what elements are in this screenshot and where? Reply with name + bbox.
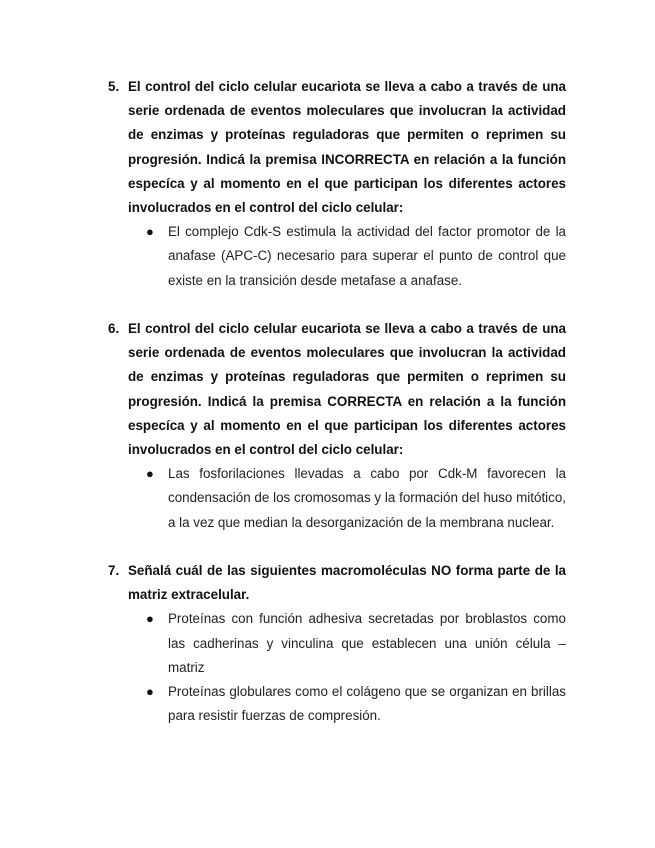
option-text: Las fosforilaciones llevadas a cabo por Cdk-M favorecen la condensación de los cromosomas y la formación del huso mitótico, a la vez que median la desorganización de la membrana nuclear. <box>168 466 566 530</box>
question-5-stem <box>108 75 566 220</box>
option-list <box>146 220 566 293</box>
bullet-icon: ● <box>146 224 154 240</box>
question-5 <box>108 75 566 293</box>
question-number: 5. <box>108 79 120 94</box>
question-6 <box>108 317 566 535</box>
option-item <box>146 607 566 680</box>
question-prompt: El control del ciclo celular eucariota se lleva a cabo a través de una serie ordenada de eventos moleculares que involucran la actividad de enzimas y proteínas reguladoras que permiten o reprimen su progresión. Indicá la premisa INCORRECTA en relación a la función especíca y al momento en el que participan los diferentes actores involucrados en el control del ciclo celular: <box>128 79 566 216</box>
question-7 <box>108 559 566 728</box>
question-number: 7. <box>108 563 120 578</box>
option-list <box>146 462 566 535</box>
bullet-icon: ● <box>146 466 154 482</box>
question-6-stem <box>108 317 566 462</box>
bullet-icon: ● <box>146 684 154 700</box>
question-number: 6. <box>108 321 120 336</box>
option-text: Proteínas con función adhesiva secretadas por broblastos como las cadherinas y vinculina que establecen una unión célula – matriz <box>168 611 566 675</box>
option-list <box>146 607 566 728</box>
option-item <box>146 220 566 293</box>
option-item <box>146 680 566 728</box>
option-text: Proteínas globulares como el colágeno que se organizan en brillas para resistir fuerzas de compresión. <box>168 684 566 724</box>
option-text: El complejo Cdk-S estimula la actividad del factor promotor de la anafase (APC-C) necesario para superar el punto de control que existe en la transición desde metafase a anafase. <box>168 224 566 288</box>
question-7-stem <box>108 559 566 607</box>
option-item <box>146 462 566 535</box>
question-prompt: El control del ciclo celular eucariota se lleva a cabo a través de una serie ordenada de eventos moleculares que involucran la actividad de enzimas y proteínas reguladoras que permiten o reprimen su progresión. Indicá la premisa CORRECTA en relación a la función especíca y al momento en el que participan los diferentes actores involucrados en el control del ciclo celular: <box>128 321 566 458</box>
bullet-icon: ● <box>146 611 154 627</box>
question-prompt: Señalá cuál de las siguientes macromoléculas NO forma parte de la matriz extracelular. <box>128 563 566 603</box>
